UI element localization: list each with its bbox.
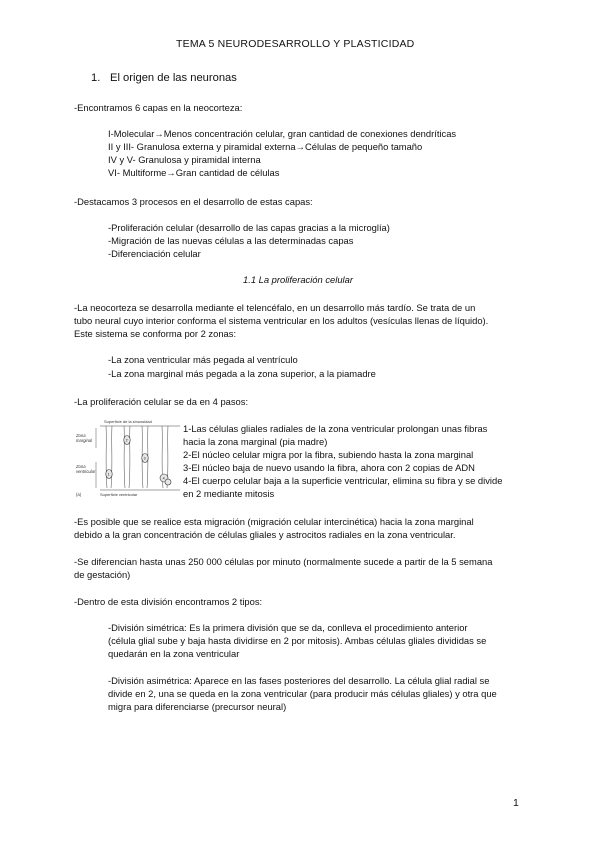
layer-item: IV y V- Granulosa y piramidal interna <box>108 154 261 165</box>
paragraph-line: de gestación) <box>74 569 131 580</box>
paragraph-line: (célula glial sube y baja hasta dividirse en 2 por mitosis). Ambas células gliales divididas se <box>108 635 487 646</box>
paragraph-line: -División asimétrica: Aparece en las fases posteriores del desarrollo. La célula glial radial se <box>108 675 490 686</box>
figure-panel-label: (a) <box>76 492 82 497</box>
layers-intro: -Encontramos 6 capas en la neocorteza: <box>74 102 243 113</box>
figure-zone-ventricular-label: Zona <box>76 464 86 469</box>
paragraph-line: migra para diferenciarse (precursor neural) <box>108 701 287 712</box>
figure-step-number: 4 <box>162 476 165 481</box>
step-line: 1-Las células gliales radiales de la zona ventricular prolongan unas fibras <box>183 423 488 434</box>
step-line: 4-El cuerpo celular baja a la superficie ventricular, elimina su fibra y se divide <box>183 475 503 486</box>
division-intro: -Dentro de esta división encontramos 2 tipos: <box>74 596 263 607</box>
paragraph-line: -Es posible que se realice esta migración (migración celular intercinética) hacia la zona marginal <box>74 516 474 527</box>
figure-step-number: 2 <box>125 438 128 443</box>
layer-item: II y III- Granulosa externa y piramidal externa→Células de pequeño tamaño <box>108 141 423 152</box>
proliferation-figure <box>76 418 180 498</box>
step-line: 3-El núcleo baja de nuevo usando la fibra, ahora con 2 copias de ADN <box>183 462 475 473</box>
figure-zone-ventricular-label: ventricular <box>76 469 96 474</box>
figure-step-number: 3 <box>143 456 146 461</box>
section-heading: El origen de las neuronas <box>110 72 237 84</box>
paragraph-line: -La neocorteza se desarrolla mediante el telencéfalo, en un desarrollo más tardío. Se trata de un <box>74 302 476 313</box>
paragraph-line: debido a la gran concentración de células gliales y astrocitos radiales en la zona ventricular. <box>74 529 456 540</box>
figure-zone-marginal-label: marginal <box>76 438 93 443</box>
page-title: TEMA 5 NEURODESARROLLO Y PLASTICIDAD <box>176 38 415 50</box>
page-number: 1 <box>513 797 519 809</box>
process-item: -Diferenciación celular <box>108 248 201 259</box>
step-line: en 2 mediante mitosis <box>183 488 275 499</box>
figure-bottom-label: Superficie ventricular <box>100 492 138 497</box>
figure-top-label: Superficie de la sinuosidad <box>104 419 152 424</box>
figure-step-number: 1 <box>107 472 110 477</box>
layer-item: VI- Multiforme→Gran cantidad de células <box>108 167 280 178</box>
figure-zone-marginal-label: Zona <box>76 433 86 438</box>
paragraph-line: tubo neural cuyo interior conforma el sistema ventricular en los adultos (vesículas llenas de líquido). <box>74 315 489 326</box>
zone-item: -La zona ventricular más pegada al ventrículo <box>108 354 298 365</box>
paragraph-line: -División simétrica: Es la primera división que se da, conlleva el procedimiento anterior <box>108 622 468 633</box>
paragraph-line: -Se diferencian hasta unas 250 000 células por minuto (normalmente sucede a partir de la 5 semana <box>74 556 493 567</box>
processes-intro: -Destacamos 3 procesos en el desarrollo de estas capas: <box>74 196 313 207</box>
paragraph-line: Este sistema se conforma por 2 zonas: <box>74 328 237 339</box>
subsection-title: 1.1 La proliferación celular <box>243 274 353 285</box>
step-line: 2-El núcleo celular migra por la fibra, subiendo hasta la zona marginal <box>183 449 474 460</box>
zone-item: -La zona marginal más pegada a la zona superior, a la piamadre <box>108 368 376 379</box>
steps-intro: -La proliferación celular se da en 4 pasos: <box>74 396 249 407</box>
layer-item: I-Molecular→Menos concentración celular, gran cantidad de conexiones dendríticas <box>108 128 457 139</box>
paragraph-line: quedarán en la zona ventricular <box>108 648 240 659</box>
process-item: -Migración de las nuevas células a las determinadas capas <box>108 235 354 246</box>
step-line: hacia la zona marginal (pia madre) <box>183 436 328 447</box>
process-item: -Proliferación celular (desarrollo de las capas gracias a la microglía) <box>108 222 390 233</box>
section-number: 1. <box>91 72 101 84</box>
paragraph-line: divide en 2, una se queda en la zona ventricular (para producir más células gliales) y otra que <box>108 688 497 699</box>
